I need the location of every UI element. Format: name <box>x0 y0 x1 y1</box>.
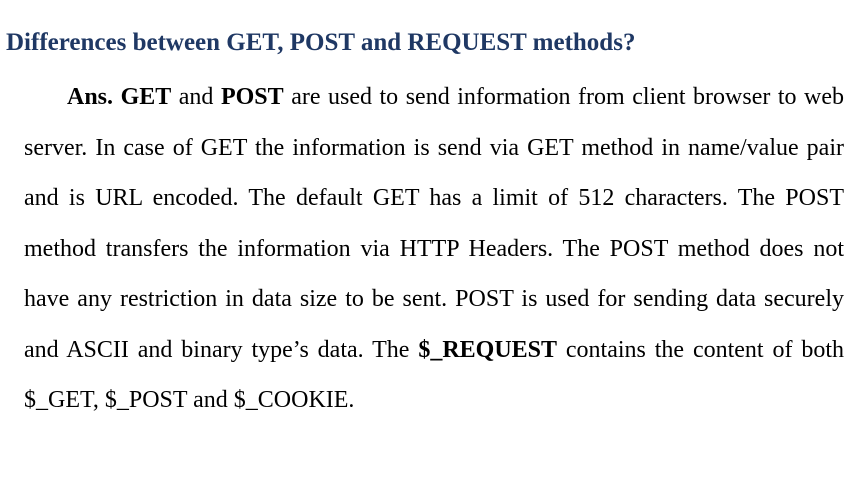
get-keyword: GET <box>120 84 172 110</box>
request-variable: $_REQUEST <box>418 336 558 363</box>
answer-paragraph <box>24 72 844 426</box>
answer-label: Ans. <box>67 84 114 110</box>
answer-text-end: contains the content of both $_GET, $_POST and $_COOKIE. <box>24 336 845 413</box>
and-word: and <box>178 84 214 110</box>
post-keyword: POST <box>220 84 284 110</box>
slide-heading: Differences between GET, POST and REQUEST methods? <box>6 29 636 56</box>
answer-text-main: are used to send information from client browser to web server. In case of GET the information is send via GET method in name/value pair and is URL encoded. The default GET has a limit of 512 characters. The POST method transfers the information via HTTP Headers. The POST method does not have any restriction in data size to be sent. POST is used for sending data securely and ASCII and binary type’s data. The <box>24 84 845 363</box>
